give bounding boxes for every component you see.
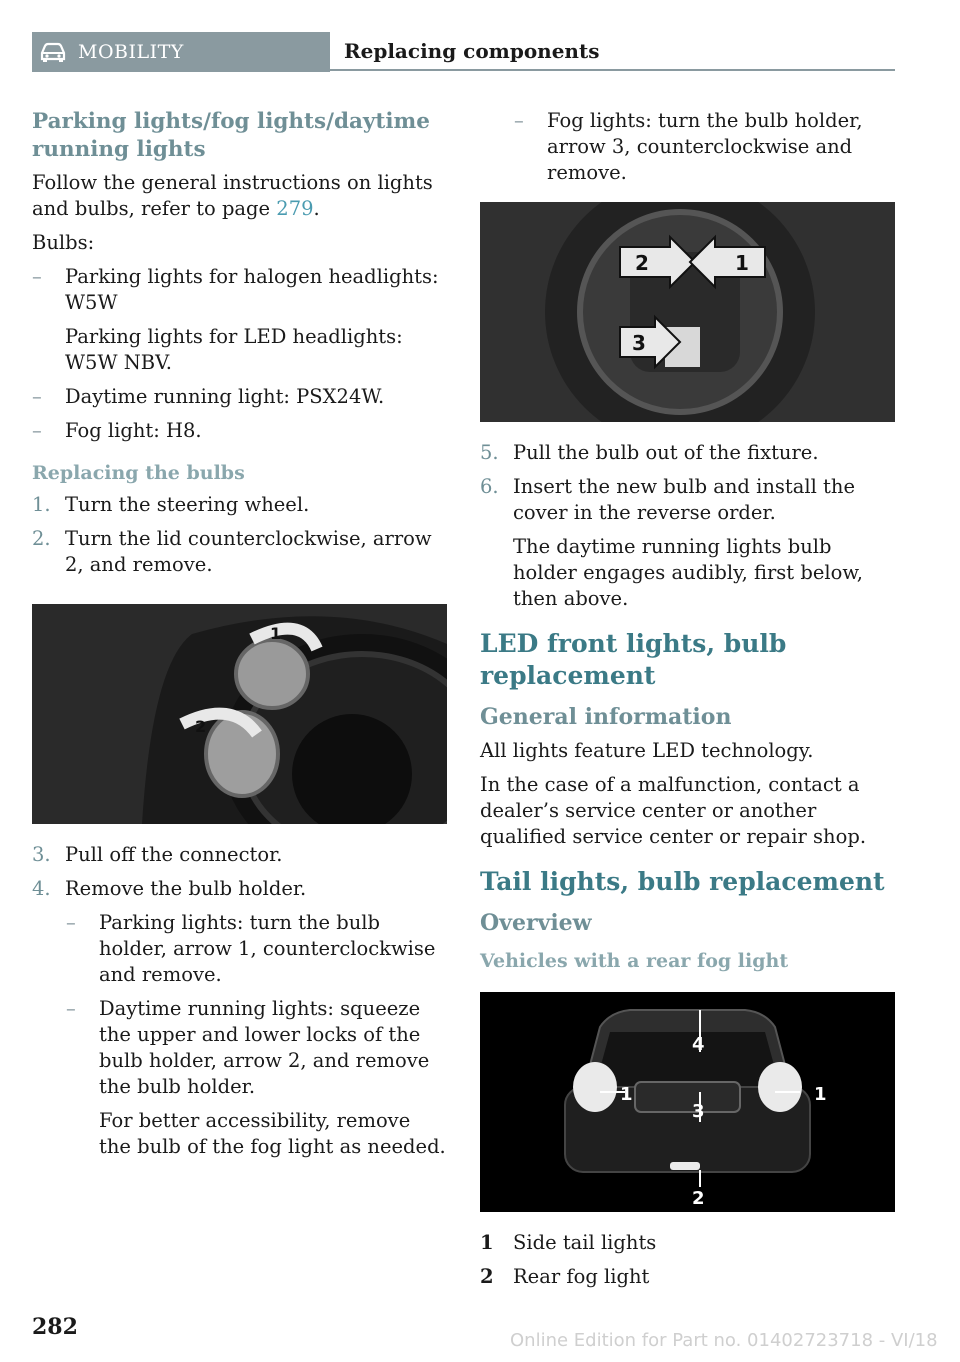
step-item (480, 440, 896, 466)
step-item (480, 474, 896, 526)
step-number: 6. (480, 475, 499, 498)
list-dash: – (32, 265, 42, 288)
list-dash: – (66, 997, 76, 1020)
substep-text: Parking lights: turn the bulb holder, arrow 1, counterclockwise and remove. (99, 911, 436, 986)
step-text: Turn the lid counterclockwise, arrow 2, and remove. (65, 527, 432, 576)
figure3-label: 2 (692, 1188, 705, 1209)
section-tab (32, 32, 330, 72)
figure3-label: 3 (692, 1101, 705, 1122)
intro-paragraph (32, 170, 448, 222)
car-rear-image (480, 992, 895, 1212)
list-dash: – (514, 109, 524, 132)
step-text: Remove the bulb holder. (65, 877, 307, 900)
heading-vehicles-rear-fog: Vehicles with a rear fog light (480, 950, 789, 972)
list-item (32, 418, 448, 444)
step-text: Pull off the connector. (65, 843, 283, 866)
figure3-label: 4 (692, 1034, 705, 1055)
step-item (32, 526, 448, 578)
list-dash: – (32, 419, 42, 442)
substep-text: Daytime running lights: squeeze the upper and lower locks of the bulb holder, arrow 2, and remove the bulb holder. (99, 997, 430, 1098)
edition-watermark: Online Edition for Part no. 01402723718 - VI/18 (510, 1330, 938, 1351)
substep-list (514, 108, 896, 186)
heading-general-information: General information (480, 704, 732, 730)
general-paragraph: In the case of a malfunction, contact a dealer’s service center or another qualified service center or repair shop. (480, 773, 867, 848)
chapter-title: Replacing components (344, 39, 600, 63)
bulb-holder-image (480, 202, 895, 422)
step-number: 3. (32, 843, 51, 866)
substep-item (66, 996, 448, 1100)
wheel-arch-cover-image (32, 604, 447, 824)
step-number: 4. (32, 877, 51, 900)
bulbs-label: Bulbs: (32, 231, 95, 254)
section-heading-parking-lights: Parking lights/fog lights/daytime running lights (32, 109, 430, 162)
step-item (32, 842, 448, 868)
step-item (32, 876, 448, 902)
page-header (32, 32, 895, 72)
legend-item (480, 1264, 896, 1290)
substep-item (66, 910, 448, 988)
figure2-label: 1 (735, 251, 749, 275)
list-item (32, 384, 448, 410)
car-icon (38, 40, 68, 64)
intro-text: Follow the general instructions on lights and bulbs, refer to page (32, 171, 433, 220)
heading-led-front-lights: LED front lights, bulb replacement (480, 629, 787, 690)
legend-item (480, 1230, 896, 1256)
legend-text: Side tail lights (513, 1231, 657, 1254)
subheading-replacing-bulbs: Replacing the bulbs (32, 462, 245, 484)
heading-tail-lights: Tail lights, bulb replacement (480, 867, 885, 896)
step-extra: The daytime running lights bulb holder engages audibly, first below, then above. (513, 535, 863, 610)
figure1-label: 2 (195, 717, 207, 736)
step-item (32, 492, 448, 518)
list-item-text: Daytime running light: PSX24W. (65, 385, 385, 408)
page-reference-link[interactable]: 279 (276, 197, 314, 220)
list-dash: – (32, 385, 42, 408)
substep-list (66, 910, 448, 1160)
left-column (32, 108, 448, 1168)
substep-text: Fog lights: turn the bulb holder, arrow 3, counterclockwise and remove. (547, 109, 863, 184)
step-number: 2. (32, 527, 51, 550)
step-number: 1. (32, 493, 51, 516)
figure3-label: 1 (620, 1084, 633, 1105)
section-label: MOBILITY (78, 41, 184, 63)
figure2-label: 2 (635, 251, 649, 275)
list-item-text: Fog light: H8. (65, 419, 202, 442)
legend-key: 1 (480, 1231, 494, 1254)
page-number: 282 (32, 1314, 78, 1340)
heading-overview: Overview (480, 910, 592, 936)
figure3-label: 1 (814, 1084, 827, 1105)
figure1-label: 1 (270, 624, 282, 643)
step-number: 5. (480, 441, 499, 464)
list-item (32, 264, 448, 316)
figure2-label: 3 (632, 331, 646, 355)
right-column (480, 108, 896, 1298)
list-dash: – (66, 911, 76, 934)
general-paragraph: All lights feature LED technology. (480, 739, 814, 762)
header-rule (330, 69, 895, 71)
step-text: Insert the new bulb and install the cover in the reverse order. (513, 475, 855, 524)
step-text: Turn the steering wheel. (65, 493, 310, 516)
list-item-text: Parking lights for halogen headlights: W5W (65, 265, 439, 314)
list-item-extra: Parking lights for LED headlights: W5W NBV. (65, 325, 403, 374)
intro-end: . (313, 197, 320, 220)
substep-extra: For better accessibility, remove the bulb of the fog light as needed. (99, 1109, 446, 1158)
substep-item (514, 108, 896, 186)
legend-key: 2 (480, 1265, 494, 1288)
legend-text: Rear fog light (513, 1265, 650, 1288)
step-text: Pull the bulb out of the fixture. (513, 441, 819, 464)
